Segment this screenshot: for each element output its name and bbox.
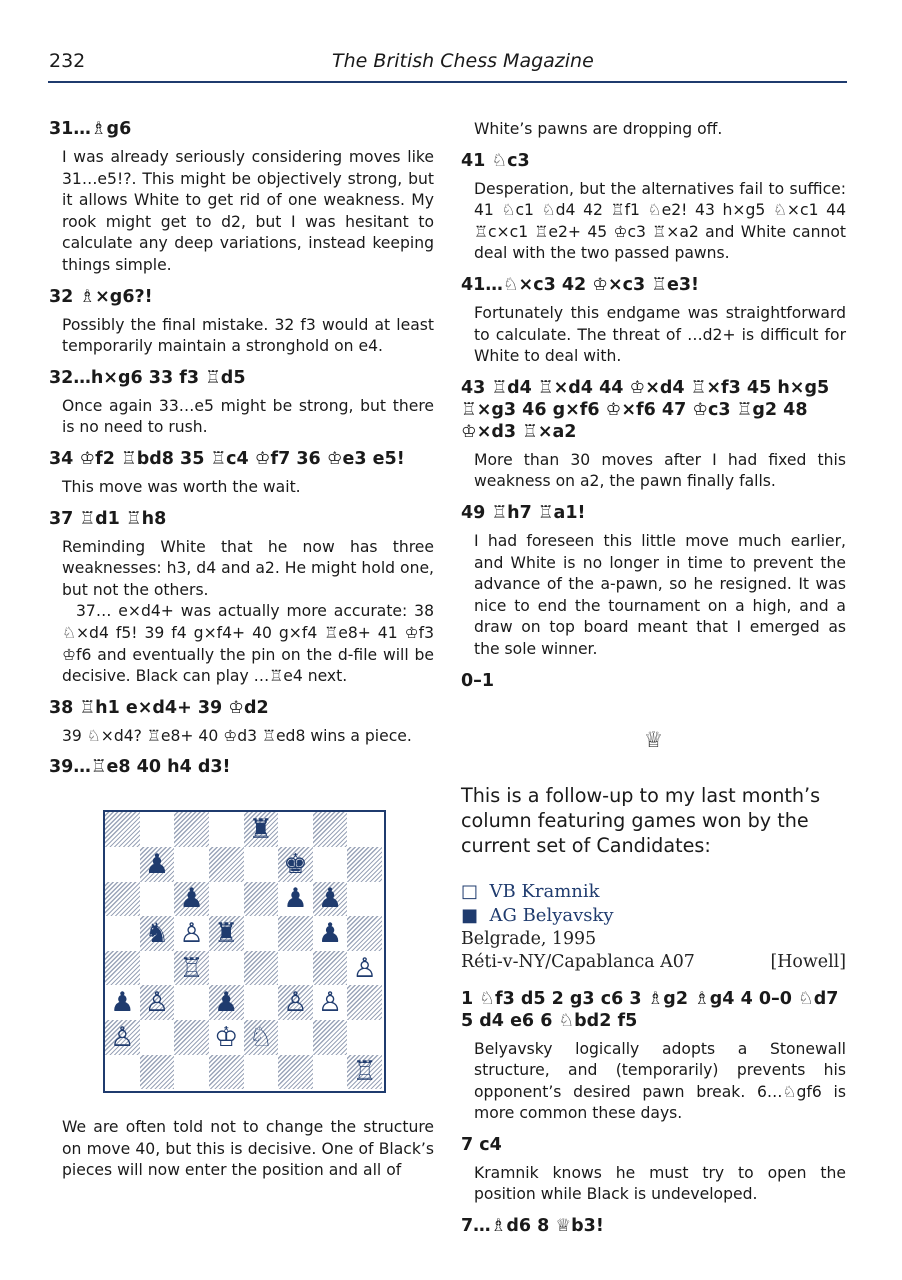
move-line: 1 ♘f3 d5 2 g3 c6 3 ♗g2 ♗g4 4 0–0 ♘d7 5 d4 e6 6 ♘bd2 f5 — [461, 988, 839, 1031]
square-c1 — [174, 1055, 209, 1090]
magazine-title: The British Chess Magazine — [332, 50, 594, 72]
square-c6 — [174, 882, 209, 917]
move-line: 41 ♘c3 — [461, 150, 530, 171]
square-c2 — [174, 1020, 209, 1055]
square-a5 — [105, 916, 140, 951]
piece-a2: ♙ — [110, 1021, 135, 1053]
square-f3 — [278, 985, 313, 1020]
piece-h4: ♙ — [352, 952, 377, 984]
square-g3 — [313, 985, 348, 1020]
piece-d2: ♔ — [214, 1021, 239, 1053]
black-player-name: AG Belyavsky — [489, 904, 614, 926]
commentary: White’s pawns are dropping off. — [474, 120, 723, 138]
square-f2 — [278, 1020, 313, 1055]
piece-d5: ♜ — [214, 917, 239, 949]
commentary: This move was worth the wait. — [62, 477, 301, 496]
piece-c6: ♟ — [179, 883, 204, 915]
commentary: Belyavsky logically adopts a Stonewall structure, and (temporarily) prevents his opponent’s desired pawn break. 6…♘gf6 is more common these days. — [474, 1039, 846, 1123]
square-g7 — [313, 847, 348, 882]
move-line: 41…♘×c3 42 ♔×c3 ♖e3! — [461, 274, 700, 295]
square-a4 — [105, 951, 140, 986]
move-line: 39…♖e8 40 h4 d3! — [49, 757, 231, 778]
commentary: We are often told not to change the structure on move 40, but this is decisive. One of Black’s pieces will now enter the position and all of — [62, 1118, 434, 1180]
move-line: 7…♗d6 8 ♕b3! — [461, 1216, 604, 1237]
black-square-icon: ■ — [461, 904, 479, 926]
square-g2 — [313, 1020, 348, 1055]
commentary: Once again 33…e5 might be strong, but there is no need to rush. — [62, 396, 434, 437]
square-a7 — [105, 847, 140, 882]
square-g8 — [313, 812, 348, 847]
square-b2 — [140, 1020, 175, 1055]
square-h6 — [347, 882, 382, 917]
square-e7 — [244, 847, 279, 882]
piece-f7: ♚ — [283, 848, 308, 880]
square-f1 — [278, 1055, 313, 1090]
piece-e8: ♜ — [248, 814, 273, 846]
square-g4 — [313, 951, 348, 986]
piece-b3: ♙ — [144, 987, 170, 1019]
commentary: I had foreseen this little move much earlier, and White is no longer in time to prevent the advance of the a-pawn, so he resigned. It was nice to end the tournament on a high, and a draw on top board meant that I emerged as the sole winner. — [474, 531, 846, 658]
move-line: 43 ♖d4 ♖×d4 44 ♔×d4 ♖×f3 45 h×g5 ♖×g3 46 g×f6 ♔×f6 47 ♔c3 ♖g2 48 ♔×d3 ♖×a2 — [461, 377, 830, 442]
square-h7 — [347, 847, 382, 882]
move-line: 32…h×g6 33 f3 ♖d5 — [49, 367, 246, 388]
header-rule — [48, 81, 847, 83]
commentary: 39 ♘×d4? ♖e8+ 40 ♔d3 ♖ed8 wins a piece. — [62, 726, 412, 745]
move-line: 38 ♖h1 e×d4+ 39 ♔d2 — [49, 697, 269, 718]
move-line: 37 ♖d1 ♖h8 — [49, 508, 167, 529]
square-b8 — [140, 812, 175, 847]
square-d3 — [209, 985, 244, 1020]
square-e3 — [244, 985, 279, 1020]
square-b4 — [140, 951, 175, 986]
square-f8 — [278, 812, 313, 847]
move-line: 32 ♗×g6?! — [49, 286, 153, 307]
piece-a3: ♟ — [110, 987, 135, 1019]
piece-d3: ♟ — [214, 987, 239, 1019]
white-player-name: VB Kramnik — [489, 880, 600, 902]
piece-f3: ♙ — [283, 987, 308, 1019]
square-d4 — [209, 951, 244, 986]
square-b3 — [140, 985, 175, 1020]
intro-paragraph: This is a follow-up to my last month’s column featuring games won by the current set of Candidates: — [461, 783, 821, 857]
commentary: Fortunately this endgame was straightforward to calculate. The threat of …d2+ is difficult for White to deal with. — [474, 303, 846, 366]
right-column — [461, 119, 846, 1244]
piece-g3: ♙ — [317, 987, 343, 1019]
square-d1 — [209, 1055, 244, 1090]
square-h5 — [347, 916, 382, 951]
piece-b7: ♟ — [144, 848, 170, 880]
commentary: Desperation, but the alternatives fail to suffice: 41 ♘c1 ♘d4 42 ♖f1 ♘e2! 43 h×g5 ♘×c1 44 ♖c×c1 ♖e2+ 45 ♔c3 ♖×a2 and White cannot deal with the two passed pawns. — [474, 179, 846, 263]
commentary: Reminding White that he now has three weaknesses: h3, d4 and a2. He might hold one, but not the others. — [62, 537, 435, 599]
square-d7 — [209, 847, 244, 882]
square-c4 — [174, 951, 209, 986]
move-line: 7 c4 — [461, 1134, 502, 1155]
square-f4 — [278, 951, 313, 986]
square-a2 — [105, 1020, 140, 1055]
square-a6 — [105, 882, 140, 917]
piece-g6: ♟ — [317, 883, 343, 915]
square-c3 — [174, 985, 209, 1020]
square-f7 — [278, 847, 313, 882]
square-c7 — [174, 847, 209, 882]
page-number: 232 — [49, 50, 86, 72]
square-d2 — [209, 1020, 244, 1055]
square-e4 — [244, 951, 279, 986]
square-g6 — [313, 882, 348, 917]
commentary: 37… e×d4+ was actually more accurate: 38 ♘×d4 f5! 39 f4 g×f4+ 40 g×f4 ♖e8+ 41 ♔f3 ♔f6 and eventually the pin on the d-file will be decisive. Black can play …♖e4 next. — [62, 602, 434, 686]
square-a1 — [105, 1055, 140, 1090]
square-e2 — [244, 1020, 279, 1055]
left-column — [49, 118, 434, 1191]
square-d5 — [209, 916, 244, 951]
square-c8 — [174, 812, 209, 847]
commentary: More than 30 moves after I had fixed this weakness on a2, the pawn finally falls. — [474, 450, 846, 491]
square-e8 — [244, 812, 279, 847]
piece-c5: ♙ — [179, 917, 204, 949]
queen-icon: ♕ — [643, 727, 664, 753]
white-square-icon: □ — [461, 880, 479, 902]
game-result: 0–1 — [461, 670, 495, 691]
square-f5 — [278, 916, 313, 951]
square-h3 — [347, 985, 382, 1020]
game-venue: Belgrade, 1995 — [461, 928, 597, 949]
annotator: [Howell] — [770, 951, 846, 972]
move-line: 31…♗g6 — [49, 119, 132, 139]
square-f6 — [278, 882, 313, 917]
square-b5 — [140, 916, 175, 951]
square-a3 — [105, 985, 140, 1020]
piece-h1: ♖ — [352, 1056, 377, 1088]
commentary: I was already seriously considering moves like 31…e5!?. This might be objectively strong, but it allows White to get rid of one weakness. My rook might get to d2, but I was hesitant to calculate any deep variations, instead keeping things simple. — [62, 148, 434, 274]
square-e1 — [244, 1055, 279, 1090]
piece-b5: ♞ — [144, 917, 170, 949]
square-e5 — [244, 916, 279, 951]
black-player — [461, 904, 846, 928]
square-a8 — [105, 812, 140, 847]
piece-c4: ♖ — [179, 952, 204, 984]
square-h2 — [347, 1020, 382, 1055]
square-b7 — [140, 847, 175, 882]
square-h1 — [347, 1055, 382, 1090]
square-e6 — [244, 882, 279, 917]
square-b1 — [140, 1055, 175, 1090]
square-d8 — [209, 812, 244, 847]
piece-e2: ♘ — [248, 1021, 273, 1053]
piece-g5: ♟ — [317, 917, 343, 949]
square-g1 — [313, 1055, 348, 1090]
game-opening-row — [461, 951, 846, 974]
square-h4 — [347, 951, 382, 986]
move-line: 49 ♖h7 ♖a1! — [461, 502, 586, 523]
piece-f6: ♟ — [283, 883, 308, 915]
move-line: 34 ♔f2 ♖bd8 35 ♖c4 ♔f7 36 ♔e3 e5! — [49, 448, 405, 469]
opening-name: Réti-v-NY/Capablanca A07 — [461, 951, 695, 972]
square-c5 — [174, 916, 209, 951]
commentary: Possibly the final mistake. 32 f3 would at least temporarily maintain a stronghold on e4. — [62, 315, 434, 356]
square-b6 — [140, 882, 175, 917]
white-player — [461, 880, 846, 904]
square-g5 — [313, 916, 348, 951]
square-d6 — [209, 882, 244, 917]
chess-diagram — [103, 810, 386, 1093]
commentary: Kramnik knows he must try to open the position while Black is undeveloped. — [474, 1163, 846, 1204]
square-h8 — [347, 812, 382, 847]
